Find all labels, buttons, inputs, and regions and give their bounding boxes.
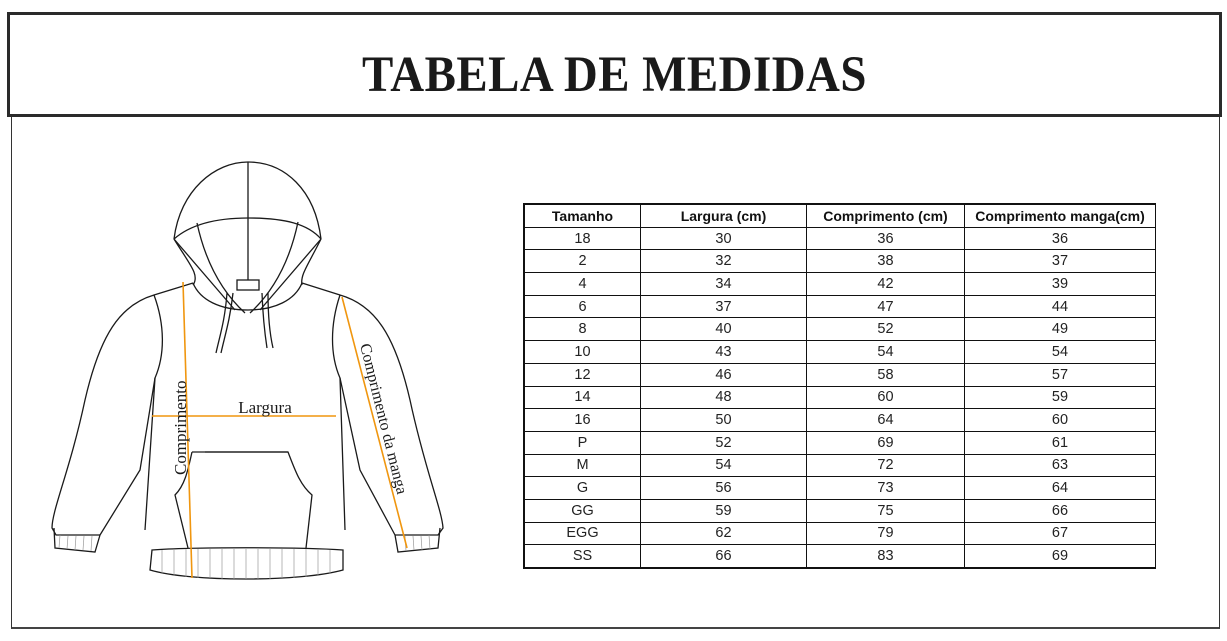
width-cell: 30 (641, 227, 807, 250)
size-cell: 16 (524, 409, 641, 432)
table-row (524, 477, 1156, 500)
header-size: Tamanho (524, 204, 641, 227)
size-cell: 6 (524, 295, 641, 318)
table-row (524, 522, 1156, 545)
size-cell: M (524, 454, 641, 477)
size-cell: 2 (524, 250, 641, 273)
length-cell: 36 (807, 227, 965, 250)
length-cell: 52 (807, 318, 965, 341)
size-cell: EGG (524, 522, 641, 545)
table-row (524, 409, 1156, 432)
size-cell: SS (524, 545, 641, 568)
width-cell: 46 (641, 363, 807, 386)
width-cell: 59 (641, 499, 807, 522)
width-label: Largura (238, 398, 292, 417)
length-cell: 83 (807, 545, 965, 568)
sleeve-cell: 63 (965, 454, 1156, 477)
size-chart-table (523, 203, 1156, 569)
table-row (524, 363, 1156, 386)
width-cell: 37 (641, 295, 807, 318)
table-row (524, 454, 1156, 477)
sleeve-cell: 61 (965, 431, 1156, 454)
header-sleeve-length: Comprimento manga(cm) (965, 204, 1156, 227)
header-length: Comprimento (cm) (807, 204, 965, 227)
table-row (524, 227, 1156, 250)
length-cell: 79 (807, 522, 965, 545)
sleeve-cell: 64 (965, 477, 1156, 500)
table-row (524, 545, 1156, 568)
sleeve-length-label: Comprimento da manga (356, 341, 411, 497)
length-cell: 38 (807, 250, 965, 273)
size-cell: 4 (524, 273, 641, 296)
length-cell: 58 (807, 363, 965, 386)
sleeve-cell: 36 (965, 227, 1156, 250)
length-label: Comprimento (171, 380, 190, 475)
width-cell: 54 (641, 454, 807, 477)
size-cell: 10 (524, 341, 641, 364)
sleeve-cell: 66 (965, 499, 1156, 522)
length-cell: 47 (807, 295, 965, 318)
size-cell: G (524, 477, 641, 500)
sleeve-cell: 39 (965, 273, 1156, 296)
table-row (524, 295, 1156, 318)
width-cell: 34 (641, 273, 807, 296)
table-row (524, 431, 1156, 454)
table-row (524, 499, 1156, 522)
sleeve-cell: 60 (965, 409, 1156, 432)
page-title: TABELA DE MEDIDAS (362, 47, 867, 103)
table-row (524, 250, 1156, 273)
header-width: Largura (cm) (641, 204, 807, 227)
width-cell: 66 (641, 545, 807, 568)
table-row (524, 386, 1156, 409)
table-header-row (524, 204, 1156, 227)
length-cell: 60 (807, 386, 965, 409)
sleeve-cell: 49 (965, 318, 1156, 341)
width-cell: 48 (641, 386, 807, 409)
header-box (7, 12, 1222, 117)
width-cell: 32 (641, 250, 807, 273)
length-cell: 54 (807, 341, 965, 364)
sleeve-cell: 57 (965, 363, 1156, 386)
sleeve-cell: 37 (965, 250, 1156, 273)
sleeve-cell: 59 (965, 386, 1156, 409)
size-cell: 18 (524, 227, 641, 250)
width-cell: 52 (641, 431, 807, 454)
table-row (524, 341, 1156, 364)
sleeve-cell: 67 (965, 522, 1156, 545)
table-row (524, 273, 1156, 296)
width-cell: 62 (641, 522, 807, 545)
hoodie-illustration (40, 150, 460, 590)
length-cell: 75 (807, 499, 965, 522)
hoodie-measurement-diagram (40, 150, 460, 590)
size-cell: 14 (524, 386, 641, 409)
size-cell: P (524, 431, 641, 454)
width-cell: 50 (641, 409, 807, 432)
length-cell: 69 (807, 431, 965, 454)
length-cell: 72 (807, 454, 965, 477)
width-cell: 56 (641, 477, 807, 500)
size-cell: 8 (524, 318, 641, 341)
sleeve-cell: 44 (965, 295, 1156, 318)
sleeve-cell: 54 (965, 341, 1156, 364)
sleeve-measure-line (342, 297, 407, 548)
length-cell: 73 (807, 477, 965, 500)
table-row (524, 318, 1156, 341)
size-cell: GG (524, 499, 641, 522)
length-cell: 64 (807, 409, 965, 432)
size-cell: 12 (524, 363, 641, 386)
sleeve-cell: 69 (965, 545, 1156, 568)
width-cell: 40 (641, 318, 807, 341)
length-cell: 42 (807, 273, 965, 296)
width-cell: 43 (641, 341, 807, 364)
